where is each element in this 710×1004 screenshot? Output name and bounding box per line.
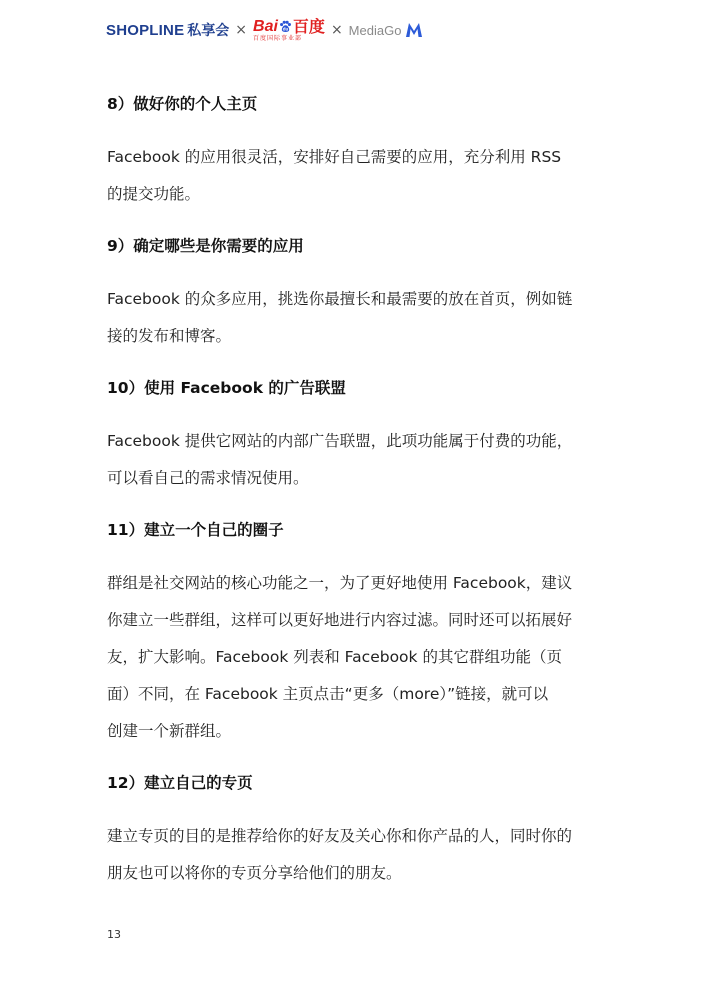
paragraph-line: 创建一个新群组。: [107, 722, 232, 740]
baidu-logo-subtitle: 百度国际事业部: [253, 34, 303, 42]
section-heading: 8）做好你的个人主页: [107, 95, 258, 113]
document-body: [107, 84, 607, 892]
page-number: 13: [107, 928, 121, 941]
section-heading: 9）确定哪些是你需要的应用: [107, 237, 304, 255]
section-heading: 12）建立自己的专页: [107, 774, 253, 792]
svg-text:du: du: [282, 26, 289, 32]
mediago-m-icon: [405, 22, 423, 38]
shopline-logo-subtitle: 私享会: [187, 23, 230, 39]
baidu-logo-chinese: 百度: [292, 16, 325, 36]
baidu-paw-icon: [279, 20, 292, 33]
paragraph-line: Facebook 提供它网站的内部广告联盟，此项功能属于付费的功能，: [107, 432, 573, 450]
logo-separator: ×: [235, 22, 248, 38]
section: [107, 84, 607, 226]
baidu-logo-bai: Bai: [253, 17, 278, 35]
paragraph-line: Facebook 的众多应用，挑选你最擅长和最需要的放在首页，例如链: [107, 290, 573, 308]
paragraph-line: 建立专页的目的是推荐给你的好友及关心你和你产品的人，同时你的: [107, 827, 573, 845]
shopline-logo: SHOPLINE: [106, 21, 185, 39]
header-logos: [106, 16, 423, 44]
paragraph-line: 你建立一些群组，这样可以更好地进行内容过滤。同时还可以拓展好: [107, 611, 573, 629]
paragraph-line: 群组是社交网站的核心功能之一，为了更好地使用 Facebook，建议: [107, 574, 573, 592]
section-heading: 11）建立一个自己的圈子: [107, 521, 284, 539]
paragraph-line: Facebook 的应用很灵活，安排好自己需要的应用，充分利用 RSS: [107, 148, 562, 166]
paragraph-line: 朋友也可以将你的专页分享给他们的朋友。: [107, 864, 402, 882]
section-heading: 10）使用 Facebook 的广告联盟: [107, 379, 346, 397]
paragraph-line: 可以看自己的需求情况使用。: [107, 469, 309, 487]
paragraph-line: 友，扩大影响。Facebook 列表和 Facebook 的其它群组功能（页: [107, 648, 562, 666]
mediago-logo: MediaGo: [348, 22, 402, 38]
logo-separator: ×: [330, 22, 343, 38]
paragraph-line: 的提交功能。: [107, 185, 201, 203]
section: [107, 226, 607, 368]
paragraph-line: 接的发布和博客。: [107, 327, 232, 345]
baidu-logo: [253, 16, 325, 42]
section: [107, 510, 607, 763]
paragraph-line: 面）不同，在 Facebook 主页点击“更多（more）”链接，就可以: [107, 685, 549, 703]
section: [107, 368, 607, 510]
section: [107, 763, 607, 892]
